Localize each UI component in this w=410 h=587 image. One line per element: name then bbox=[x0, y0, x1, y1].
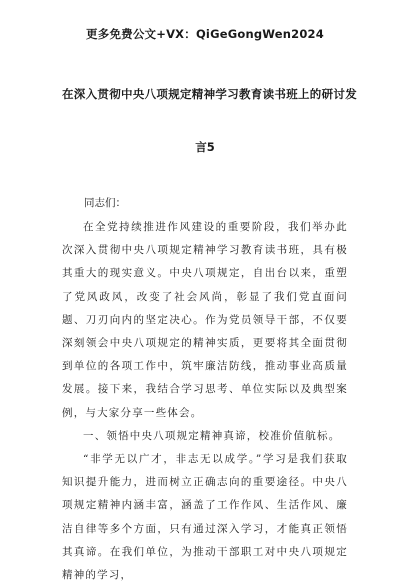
document-title-continuation: 言5 bbox=[195, 140, 215, 154]
document-title: 在深入贯彻中央八项规定精神学习教育读书班上的研讨发 bbox=[62, 87, 357, 101]
watermark-text: 更多免费公文+VX：QiGeGongWen2024 bbox=[86, 27, 324, 41]
section-heading: 一、领悟中央八项规定精神真谛，校准价值航标。 bbox=[83, 429, 341, 442]
body-paragraph: 在全党持续推进作风建设的重要阶段，我们举办此次深入贯彻中央八项规定精神学习教育读书班，具有极其重大的现实意义。中央八项规定，自出台以来，重塑了党风政风，改变了社会风尚，彰显了我们党直面问题、刀刃向内的坚定决心。作为党员领导干部，不仅要深刻领会中央八项规定的精神实质，更要将其全面贯彻到单位的各项工作中，筑牢廉洁防线，推动事业高质量发展。接下来，我结合学习思考、单位实际以及典型案例，与大家分享一些体会。 bbox=[62, 221, 348, 419]
body-paragraph: “非学无以广才，非志无以成学。”学习是我们获取知识提升能力，进而树立正确志向的重要途径。中央八项规定精神内涵丰富，涵盖了工作作风、生活作风、廉洁自律等多个方面，只有通过深入学习，才能真正领悟其真谛。在我们单位，为推动干部职工对中央八项规定精神的学习， bbox=[62, 453, 348, 582]
greeting: 同志们： bbox=[84, 197, 126, 209]
document-body bbox=[62, 216, 348, 587]
